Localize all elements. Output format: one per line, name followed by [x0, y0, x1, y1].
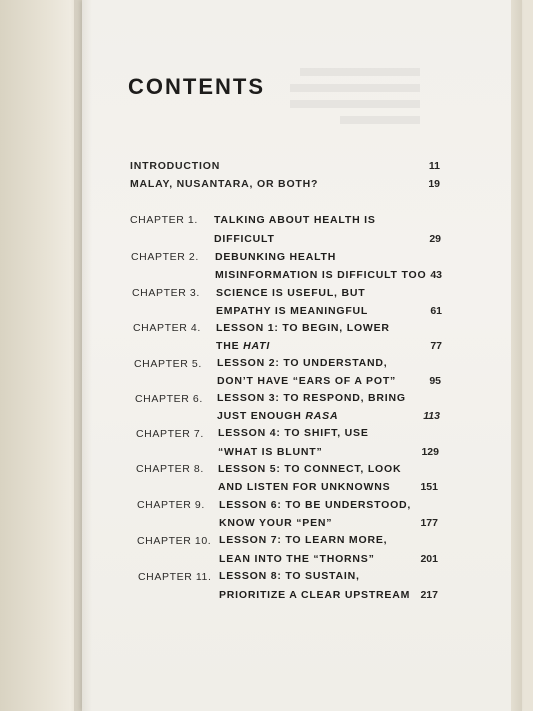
page-edge: [511, 0, 522, 711]
toc-entry-page: 11: [428, 160, 440, 172]
show-through-text: [300, 68, 420, 76]
chapter-title-line: LESSON 6: TO BE UNDERSTOOD,: [219, 499, 412, 511]
chapter-title-line: LEAN INTO THE “THORNS”: [219, 553, 375, 565]
chapter-page: 129: [421, 446, 439, 458]
chapter-page: 95: [429, 375, 441, 387]
toc-heading: CONTENTS: [128, 74, 265, 99]
chapter-label: CHAPTER 8.: [136, 463, 204, 475]
chapter-title-line: DEBUNKING HEALTH: [215, 251, 337, 263]
chapter-page: 177: [420, 517, 438, 529]
show-through-text: [290, 100, 420, 108]
chapter-title-line: DIFFICULT: [214, 233, 275, 245]
chapter-page: 201: [420, 553, 438, 565]
chapter-title-text: JUST ENOUGH: [217, 410, 306, 422]
toc-entry-title: MALAY, NUSANTARA, OR BOTH?: [130, 178, 319, 190]
show-through-text: [290, 84, 420, 92]
chapter-title-line: LESSON 8: TO SUSTAIN,: [219, 570, 360, 582]
chapter-label: CHAPTER 7.: [136, 428, 204, 440]
chapter-label: CHAPTER 6.: [135, 393, 203, 405]
chapter-title-line: LESSON 7: TO LEARN MORE,: [219, 534, 388, 546]
chapter-title-line: LESSON 5: TO CONNECT, LOOK: [218, 463, 402, 475]
chapter-page: 29: [429, 233, 441, 245]
chapter-label: CHAPTER 3.: [132, 287, 200, 299]
chapter-label: CHAPTER 1.: [130, 214, 198, 226]
book-gutter: [74, 0, 92, 711]
chapter-title-line: KNOW YOUR “PEN”: [219, 517, 333, 529]
chapter-title-line: TALKING ABOUT HEALTH IS: [214, 214, 376, 226]
chapter-title-line: SCIENCE IS USEFUL, BUT: [216, 287, 366, 299]
chapter-page: 151: [420, 481, 438, 493]
chapter-label: CHAPTER 11.: [138, 571, 212, 583]
chapter-title-italic: RASA: [305, 410, 339, 422]
chapter-page: 43: [430, 269, 442, 281]
toc-entry-page: 19: [428, 178, 440, 190]
chapter-title-line: AND LISTEN FOR UNKNOWNS: [218, 481, 391, 493]
chapter-title-line: LESSON 3: TO RESPOND, BRING: [217, 392, 406, 404]
chapter-page: 113: [423, 410, 440, 422]
toc-entry-title: INTRODUCTION: [130, 160, 221, 172]
chapter-title-line: DON’T HAVE “EARS OF A POT”: [217, 375, 397, 387]
chapter-title-line: LESSON 4: TO SHIFT, USE: [218, 427, 369, 439]
chapter-title-line: “WHAT IS BLUNT”: [218, 446, 323, 458]
chapter-page: 61: [430, 305, 442, 317]
chapter-title-line: LESSON 1: TO BEGIN, LOWER: [216, 322, 390, 334]
chapter-title-line: MISINFORMATION IS DIFFICULT TOO: [215, 269, 427, 281]
chapter-title-line: PRIORITIZE A CLEAR UPSTREAM: [219, 589, 411, 601]
chapter-label: CHAPTER 4.: [133, 322, 201, 334]
chapter-title-line: LESSON 2: TO UNDERSTAND,: [217, 357, 388, 369]
chapter-page: 77: [430, 340, 442, 352]
chapter-title-line: [216, 340, 270, 352]
chapter-title-line: [217, 410, 338, 422]
show-through-text: [340, 116, 420, 124]
chapter-page: 217: [420, 589, 438, 601]
chapter-label: CHAPTER 10.: [137, 535, 212, 547]
chapter-title-line: EMPATHY IS MEANINGFUL: [216, 305, 369, 317]
chapter-title-text: THE: [216, 340, 244, 352]
chapter-label: CHAPTER 5.: [134, 358, 202, 370]
chapter-label: CHAPTER 2.: [131, 251, 199, 263]
chapter-label: CHAPTER 9.: [137, 499, 205, 511]
chapter-title-italic: HATI: [243, 340, 271, 352]
